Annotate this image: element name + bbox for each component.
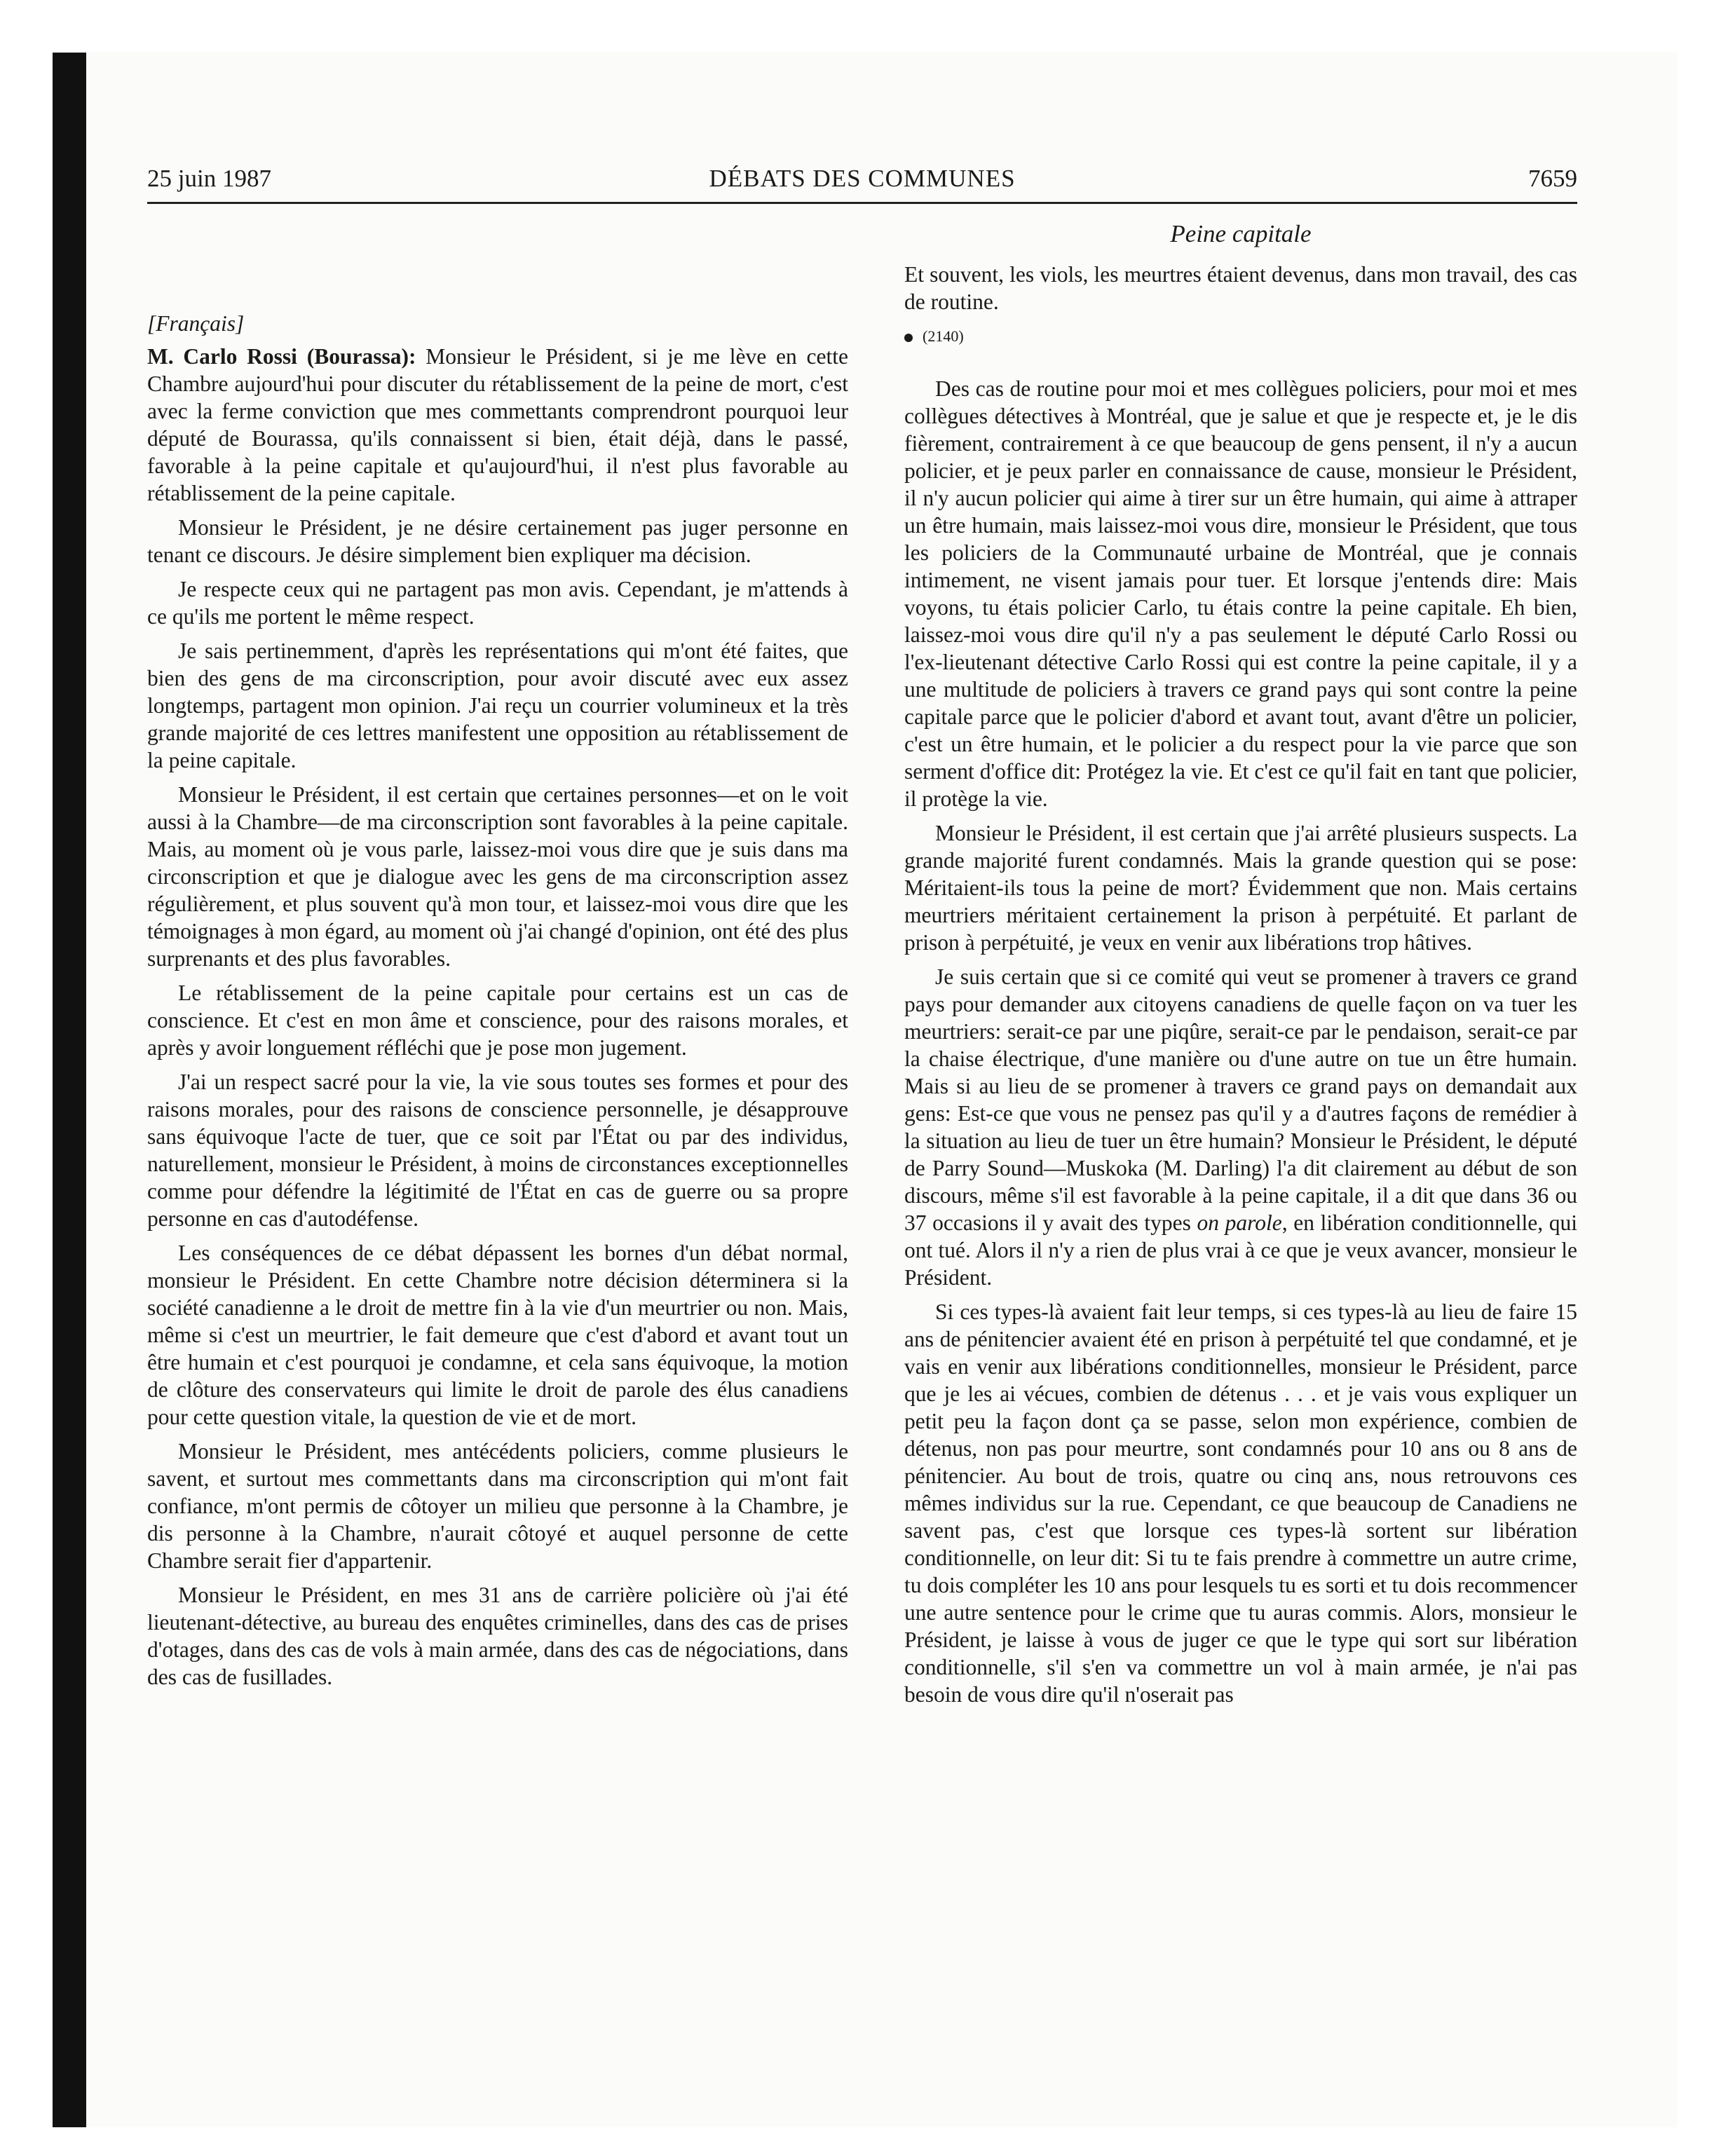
speech-paragraph: Monsieur le Président, il est certain que certaines personnes—et on le voit aussi à la Chambre—de ma circonscription sont favorables à la peine capitale. Mais, au moment où je vous parle, laissez-moi vous dire que je suis dans ma circonscription et que je dialogue avec les gens de ma circonscription assez régulièrement, et plus souvent qu'à mon tour, et laissez-moi vous dire que les témoignages à mon égard, au moment où j'ai changé d'opinion, ont été des plus surprenants et des plus favorables. bbox=[147, 782, 848, 971]
speech-text: Monsieur le Président, si je me lève en cette Chambre aujourd'hui pour discuter du rétablissement de la peine de mort, c'est avec la ferme conviction que mes commettants comprendront pourquoi leur député de Bourassa, qu'ils connaissent si bien, était déjà, dans le passé, favorable à la peine capitale et qu'aujourd'hui, il n'est plus favorable au rétablissement de la peine capitale. bbox=[147, 344, 848, 505]
italic-term: on parole bbox=[1197, 1210, 1282, 1235]
header-date: 25 juin 1987 bbox=[147, 165, 271, 192]
speech-text: , en libération conditionnelle, qui ont tué. Alors il n'y a rien de plus vrai à ce que je veux avancer, monsieur le Président. bbox=[904, 1210, 1577, 1290]
header-rule bbox=[147, 202, 1577, 204]
speech-paragraph: Monsieur le Président, en mes 31 ans de carrière policière où j'ai été lieutenant-détective, au bureau des enquêtes criminelles, dans des cas de prises d'otages, dans des cas de vols à main armée, dans des cas de négociations, dans des cas de fusillades. bbox=[147, 1583, 848, 1689]
speech-paragraph bbox=[904, 963, 1577, 1291]
language-tag: [Français] bbox=[147, 311, 245, 336]
speech-paragraph: Des cas de routine pour moi et mes collègues policiers, pour moi et mes collègues détectives à Montréal, que je salue et que je respecte et, je le dis fièrement, contrairement à ce que beaucoup de gens pensent, il n'y a aucun policier, et je peux parler en connaissance de cause, monsieur le Président, il n'y aucun policier qui aime à tirer sur un être humain, qui aime à attraper un être humain, mais laissez-moi vous dire, monsieur le Président, que tous les policiers de la Communauté urbaine de Montréal, que je connais intimement, ne visent jamais pour tuer. Et lorsque j'entends dire: Mais voyons, tu étais policier Carlo, tu étais contre la peine capitale. Eh bien, laissez-moi vous dire qu'il n'y a pas seulement le député Carlo Rossi ou l'ex-lieutenant détective Carlo Rossi qui est contre la peine capitale, il y a une multitude de policiers à travers ce grand pays qui sont contre la peine capitale parce que le policier d'abord et avant tout, avant d'être un policier, c'est un être humain, et le policier a du respect pour la vie parce que son serment d'office dit: Protégez la vie. Et c'est ce qu'il fait en tant que policier, il protège la vie. bbox=[904, 376, 1577, 811]
speech-paragraph: Monsieur le Président, il est certain que j'ai arrêté plusieurs suspects. La grande majorité furent condamnés. Mais la grande question qui se pose: Méritaient-ils tous la peine de mort? Évidemment que non. Mais certains meurtriers méritaient certainement la prison à perpétuité. Et parlant de prison à perpétuité, je veux en venir aux libérations trop hâtives. bbox=[904, 821, 1577, 955]
speech-paragraph: Monsieur le Président, je ne désire certainement pas juger personne en tenant ce discours. Je désire simplement bien expliquer ma décision. bbox=[147, 515, 848, 567]
timestamp-marker bbox=[904, 322, 1577, 350]
speaker-name: M. Carlo Rossi (Bourassa): bbox=[147, 344, 416, 369]
timestamp-text: (2140) bbox=[923, 327, 964, 345]
header-page-number: 7659 bbox=[1528, 165, 1577, 192]
speech-continuation: Et souvent, les viols, les meurtres étaient devenus, dans mon travail, des cas de routine. bbox=[904, 262, 1577, 314]
speech-paragraph bbox=[147, 343, 848, 507]
speech-paragraph: Je respecte ceux qui ne partagent pas mon avis. Cependant, je m'attends à ce qu'ils me portent le même respect. bbox=[147, 577, 848, 629]
left-column bbox=[147, 261, 848, 1698]
speech-paragraph: Monsieur le Président, mes antécédents policiers, comme plusieurs le savent, et surtout mes commettants dans ma circonscription qui m'ont fait confiance, m'ont permis de côtoyer un milieu que personne à la Chambre, je dis personne à la Chambre, n'aurait côtoyé et auquel personne de cette Chambre serait fier d'appartenir. bbox=[147, 1439, 848, 1573]
right-column bbox=[904, 261, 1577, 1715]
speech-paragraph: Le rétablissement de la peine capitale pour certains est un cas de conscience. Et c'est en mon âme et conscience, pour des raisons morales, et après y avoir longuement réfléchi que je pose mon jugement. bbox=[147, 981, 848, 1060]
bullet-dot-icon bbox=[904, 334, 913, 342]
header-title: DÉBATS DES COMMUNES bbox=[709, 165, 1016, 192]
speech-paragraph: Si ces types-là avaient fait leur temps, si ces types-là au lieu de faire 15 ans de pénitencier avaient été en prison à perpétuité tel que condamné, et je vais en venir aux libérations conditionnelles, monsieur le Président, parce que je les ai vécues, combien de détenus . . . et je vais vous expliquer un petit peu la façon dont ça se passe, selon mon expérience, combien de détenus, non pas pour meurtre, sont condamnés pour 10 ans ou 8 ans de pénitencier. Au bout de trois, quatre ou cinq ans, nous retrouvons ces mêmes individus sur la rue. Cependant, ce que beaucoup de Canadiens ne savent pas, c'est que lorsque ces types-là sortent sur libération conditionnelle, on leur dit: Si tu te fais prendre à commettre un autre crime, tu dois compléter les 10 ans pour lesquels tu es sorti et tu dois recommencer une autre sentence pour le crime que tu auras commis. Alors, monsieur le Président, je laisse à vous de juger ce que le type qui sort sur libération conditionnelle, s'il s'en va commettre un vol à main armée, je n'ai pas besoin de vous dire qu'il n'oserait pas bbox=[904, 1299, 1577, 1707]
scan-edge-bar bbox=[53, 53, 86, 2127]
speech-paragraph: Les conséquences de ce débat dépassent les bornes d'un débat normal, monsieur le Président. En cette Chambre notre décision déterminera si la société canadienne a le droit de mettre fin à la vie d'un meurtrier ou non. Mais, même si c'est un meurtrier, le fait demeure que c'est d'abord et avant tout un être humain et c'est pourquoi je condamne, et cela sans équivoque, la motion de clôture des conservateurs qui limite le droit de parole des élus canadiens pour cette question vitale, la question de vie et de mort. bbox=[147, 1241, 848, 1429]
section-title: Peine capitale bbox=[1170, 220, 1312, 247]
speech-paragraph: Je sais pertinemment, d'après les représentations qui m'ont été faites, que bien des gens de ma circonscription, pour avoir discuté avec eux assez longtemps, partagent mon opinion. J'ai reçu un courrier volumineux et la très grande majorité de ces lettres manifestent une opposition au rétablissement de la peine capitale. bbox=[147, 639, 848, 772]
speech-text: Je suis certain que si ce comité qui veut se promener à travers ce grand pays pour demander aux citoyens canadiens de quelle façon on va tuer les meurtriers: serait-ce par une piqûre, serait-ce par le pendaison, serait-ce par la chaise électrique, d'une manière ou d'une autre on tue un être humain. Mais si au lieu de se promener à travers ce grand pays on demandait aux gens: Est-ce que vous ne pensez pas qu'il y a d'autres façons de remédier à la situation au lieu de tuer un être humain? Monsieur le Président, le député de Parry Sound—Muskoka (M. Darling) l'a dit clairement au début de son discours, même s'il est favorable à la peine capitale, il a dit que dans 36 ou 37 occasions il y avait des types bbox=[904, 964, 1577, 1235]
page-header bbox=[147, 165, 1577, 204]
speech-paragraph: J'ai un respect sacré pour la vie, la vie sous toutes ses formes et pour des raisons morales, pour des raisons de conscience personnelle, je désapprouve sans équivoque l'acte de tuer, que ce soit par l'État ou par des individus, naturellement, monsieur le Président, à moins de circonstances exceptionnelles comme pour défendre la légitimité de l'État en cas de guerre ou sa propre personne en cas d'autodéfense. bbox=[147, 1070, 848, 1231]
